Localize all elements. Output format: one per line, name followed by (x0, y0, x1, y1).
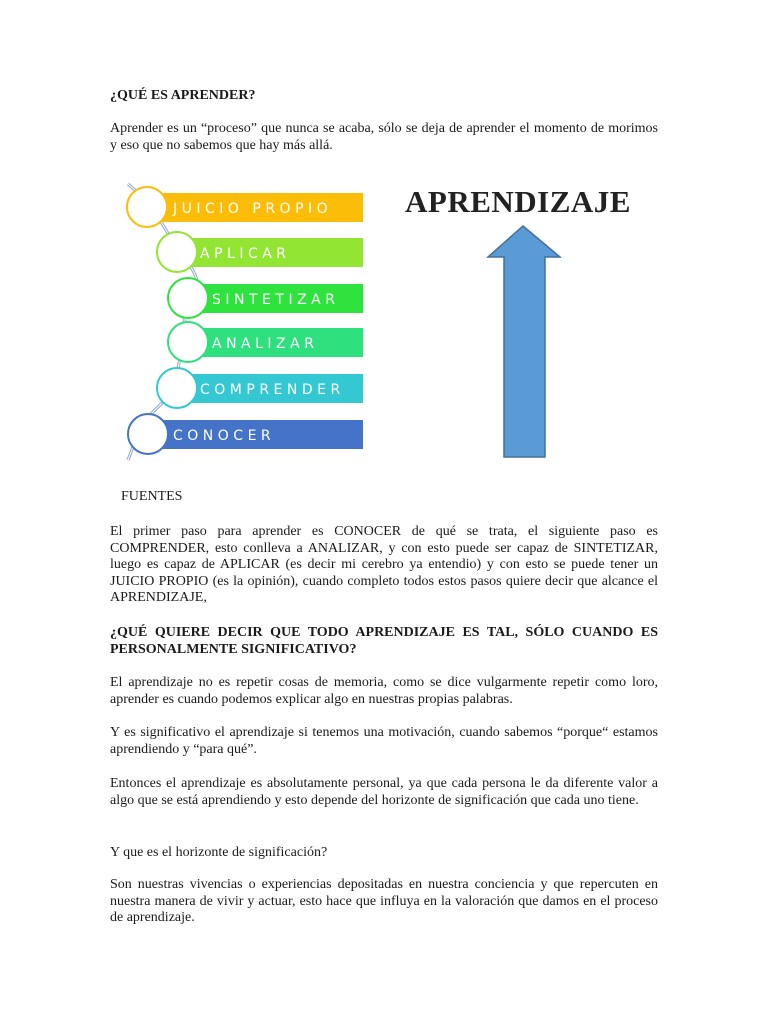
paragraph-motivacion: Y es significativo el aprendizaje si tenemos una motivación, cuando sabemos “porque“ estamos aprendiendo y “para qué”. (110, 725, 658, 757)
aprendizaje-title: APRENDIZAJE (405, 184, 631, 219)
circle-analizar (168, 322, 208, 362)
paragraph-vivencias: Son nuestras vivencias o experiencias depositadas en nuestra conciencia y que repercuten en nuestra manera de vivir y actuar, esto hace que influya en la valoración que damos en el proceso de aprendizaje. (110, 877, 658, 925)
label-sintetizar: SINTETIZAR (212, 292, 340, 308)
up-arrow-icon (488, 226, 560, 457)
label-aplicar: APLICAR (200, 246, 291, 262)
circle-aplicar (157, 232, 197, 272)
fuentes-label: FUENTES (121, 489, 183, 504)
paragraph-steps: El primer paso para aprender es CONOCER de qué se trata, el siguiente paso es COMPRENDER, esto conlleva a ANALIZAR, y con esto puede ser capaz de SINTETIZAR, luego es capaz de APLICAR (es decir mi cerebro ya entendio) y con esto se puede tener un JUICIO PROPIO (es la opinión), cuando completo todos estos pasos quiere decir que alcance el APRENDIZAJE, (110, 524, 658, 605)
label-analizar: ANALIZAR (212, 336, 319, 352)
circle-sintetizar (168, 278, 208, 318)
paragraph-memoria: El aprendizaje no es repetir cosas de memoria, como se dice vulgarmente repetir como loro, aprender es cuando podemos explicar algo en nuestras propias palabras. (110, 675, 658, 707)
circle-comprender (157, 368, 197, 408)
label-juicio-propio: JUICIO PROPIO (173, 201, 333, 217)
label-comprender: COMPRENDER (200, 382, 345, 398)
circle-conocer (128, 414, 168, 454)
heading-que-es-aprender: ¿QUÉ ES APRENDER? (110, 88, 256, 103)
circle-juicio-propio (127, 187, 167, 227)
heading-significativo: ¿QUÉ QUIERE DECIR QUE TODO APRENDIZAJE ES TAL, SÓLO CUANDO ES PERSONALMENTE SIGNIFICATIVO? (110, 625, 658, 657)
paragraph-horizonte-question: Y que es el horizonte de significación? (110, 845, 328, 860)
intro-paragraph: Aprender es un “proceso” que nunca se acaba, sólo se deja de aprender el momento de morimos y eso que no sabemos que hay más allá. (110, 121, 658, 153)
label-conocer: CONOCER (173, 428, 276, 444)
paragraph-personal: Entonces el aprendizaje es absolutamente personal, ya que cada persona le da diferente valor a algo que se está aprendiendo y esto depende del horizonte de significación que cada uno tiene. (110, 776, 658, 808)
